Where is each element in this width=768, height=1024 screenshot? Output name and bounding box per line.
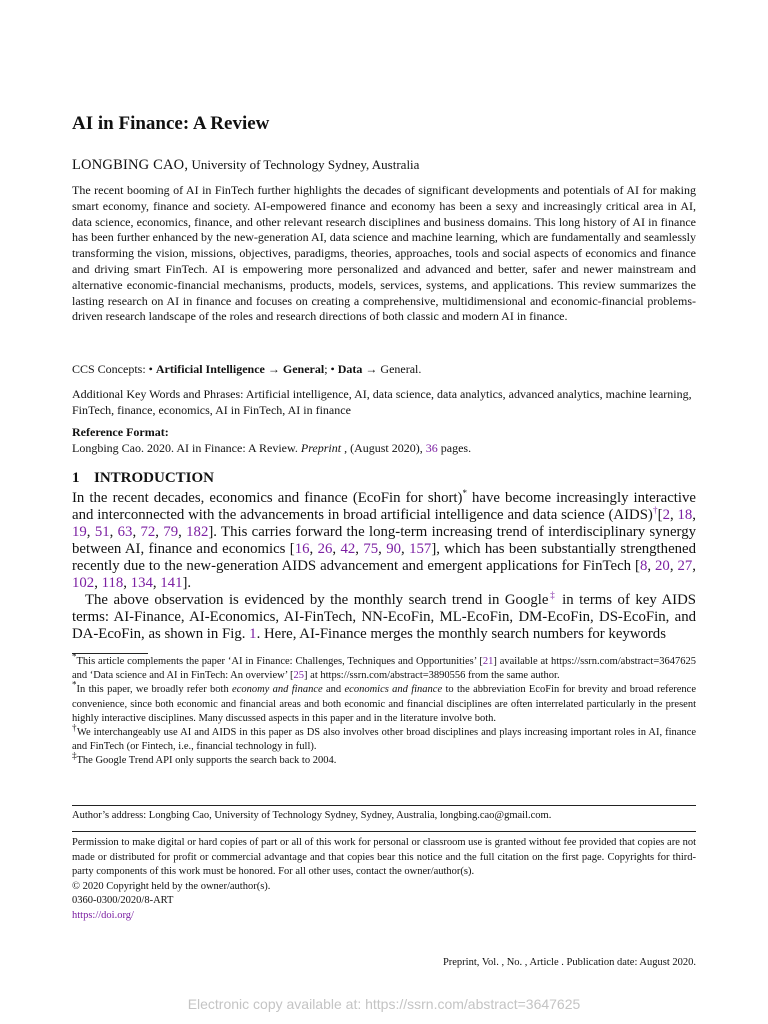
ccs-concepts: [72, 362, 421, 377]
citation-link[interactable]: 8: [639, 558, 648, 574]
fn1-text-2: ] available at https://ssrn.com/abstract=3647625 and ‘Data science and AI in FinTech: An overview’ [: [72, 656, 696, 682]
doi-link[interactable]: https://doi.org/: [72, 909, 134, 921]
citation-link[interactable]: 20: [655, 558, 670, 574]
ccs-concept-data: Data: [337, 362, 363, 376]
reference-text-mid: , (August 2020),: [341, 441, 426, 455]
fn2-text-2: and: [322, 684, 345, 696]
ccs-concept-ai: Artificial Intelligence → General: [155, 362, 325, 376]
permission-rule: [72, 831, 696, 832]
p2-text-1: The above observation is evidenced by the monthly search trend in Google: [85, 592, 549, 608]
citation-link[interactable]: 2: [662, 507, 670, 523]
footnote-marker-ddagger[interactable]: ‡: [548, 590, 557, 601]
citation-link[interactable]: 63: [117, 524, 133, 540]
citation-link[interactable]: 26: [317, 541, 333, 557]
reference-format-text: [72, 441, 471, 456]
citation-link[interactable]: 42: [340, 541, 356, 557]
fn1-text-1: This article complements the paper ‘AI in Finance: Challenges, Techniques and Opportunities’ [: [76, 656, 483, 667]
issn-line: 0360-0300/2020/8-ART: [72, 895, 174, 907]
permission-text: Permission to make digital or hard copies of part or all of this work for personal or classroom use is granted without fee provided that copies are not made or distributed for profit or commercial advantage and that copies bear this notice and the full citation on the first page. Copyrights for third-party components of this work must be honored. For all other uses, contact the owner/author(s).: [72, 837, 696, 878]
fn1-text-3: ] at https://ssrn.com/abstract=3890556 from the same author.: [304, 670, 560, 682]
citation-link[interactable]: 75: [363, 541, 379, 557]
citation-link[interactable]: 27: [677, 558, 693, 574]
fn2-text-1: In this paper, we broadly refer both: [76, 684, 233, 696]
intro-paragraph-2: [72, 592, 696, 643]
footnote-marker-dagger[interactable]: †: [652, 505, 658, 516]
citation-link[interactable]: 157: [409, 541, 432, 557]
keywords: Additional Key Words and Phrases: Artificial intelligence, AI, data science, data analytics, advanced analytics, machine learning, FinTech, finance, economics, AI in FinTech, AI in finance: [72, 387, 692, 417]
citation-link[interactable]: 51: [94, 524, 110, 540]
reference-text-post: pages.: [437, 441, 472, 455]
reference-text-pre: Longbing Cao. 2020. AI in Finance: A Review.: [72, 441, 301, 455]
author-address: Author’s address: Longbing Cao, University of Technology Sydney, Sydney, Australia, longbing.cao@gmail.com.: [72, 810, 552, 821]
address-rule: [72, 805, 696, 806]
section-number: 1: [72, 470, 80, 486]
fn4-text: The Google Trend API only supports the search back to 2004.: [76, 755, 337, 767]
section-heading: [72, 470, 214, 487]
fn1-mark: *: [72, 651, 77, 662]
fn2-italic-1: economy and finance: [232, 684, 323, 696]
abstract: The recent booming of AI in FinTech further highlights the decades of significant developments and potentials of AI for making smart economy, finance and society. AI-empowered finance and economy has been a sexy and increasingly critical area in AI, data science, economics, finance, and other relevant research disciplines and business domains. This long history of AI in finance has been further enhanced by the new-generation AI, data science and machine learning, which are fundamentally and seamlessly transforming the vision, missions, objectives, paradigms, theories, approaches, tools and social aspects of economics and finance and driving smart FinTech. AI is empowering more personalized and advanced and better, safer and newer mainstream and alternative economic-financial mechanisms, products, models, services, systems, and applications. This review summarizes the lasting research on AI in finance and focuses on creating a comprehensive, multidimensional and economic-financial problems-driven research landscape of the roles and research directions of both classic and modern AI in finance.: [72, 183, 696, 324]
citation-link[interactable]: 102: [72, 575, 95, 591]
p1-text-6: ].: [182, 575, 192, 591]
ccs-separator: ; •: [324, 362, 338, 376]
citation-link[interactable]: 141: [160, 575, 183, 591]
ccs-concept-data-rest: → General.: [362, 362, 422, 376]
footnote-4: [72, 750, 696, 768]
author-line: [72, 157, 419, 174]
footnotes: [72, 651, 697, 769]
reference-format-heading: Reference Format:: [72, 425, 169, 439]
ccs-prefix: CCS Concepts: •: [72, 362, 156, 376]
citation-group-c: 8, 20, 27, 102, 118, 134, 141: [72, 558, 696, 591]
p1-text-5: ], which has been substantially strengthened recently due to the new-generation AIDS advancement and emergent applications for FinTech [: [72, 541, 696, 574]
section-title: INTRODUCTION: [94, 470, 215, 486]
citation-link[interactable]: 79: [163, 524, 179, 540]
p1-text-2: have become increasingly interactive and interconnected with the advancements in broad artificial intelligence and data science (AIDS): [72, 490, 696, 523]
fn1-cite-21[interactable]: 21: [482, 656, 494, 667]
citation-link[interactable]: 18: [677, 507, 693, 523]
reference-venue: Preprint: [300, 441, 342, 455]
ssrn-watermark: Electronic copy available at: https://ssrn.com/abstract=3647625: [187, 996, 581, 1012]
fn3-mark: †: [72, 722, 77, 733]
fn2-text-3: to the abbreviation EcoFin for brevity and broad reference convenience, since both economic and financial areas and both economic and financial disciplines are often interrelated particularly in the present highly interactive disciplines. Many discussed aspects in this paper and in the literature involve both.: [72, 684, 696, 724]
publication-info: Preprint, Vol. , No. , Article . Publication date: August 2020.: [442, 957, 696, 968]
p2-text-3: . Here, AI-Finance merges the monthly search numbers for keywords: [256, 626, 666, 642]
fn4-mark: ‡: [72, 750, 77, 761]
fn2-italic-2: economics and finance: [344, 684, 443, 696]
copyright-line: © 2020 Copyright held by the owner/author(s).: [72, 880, 271, 892]
citation-link[interactable]: 16: [294, 541, 310, 557]
citation-link[interactable]: 19: [72, 524, 87, 540]
fn2-mark: *: [72, 679, 77, 690]
footnote-marker-star: *: [462, 488, 467, 499]
p2-text-2: in terms of key AIDS terms: AI-Finance, AI-Economics, AI-FinTech, NN-EcoFin, ML-EcoFin, DM-EcoFin, DS-EcoFin, and DA-EcoFin, as shown in Fig.: [72, 592, 696, 642]
p1-text-1: In the recent decades, economics and finance (EcoFin for short): [72, 490, 463, 506]
citation-link[interactable]: 72: [140, 524, 156, 540]
author-affiliation: University of Technology Sydney, Australia: [188, 157, 420, 172]
footnote-1: [72, 651, 696, 683]
p1-text-3: [: [657, 507, 663, 523]
citation-link[interactable]: 118: [101, 575, 124, 591]
footnote-3: [72, 722, 697, 754]
intro-paragraph-1: [72, 490, 696, 592]
fn3-text: We interchangeably use AI and AIDS in this paper as DS also involves other broad disciplines and plays increasing important roles in AI, finance and FinTech (or Fintech, i.e., financial technology in full).: [72, 727, 697, 753]
fn1-cite-25[interactable]: 25: [293, 670, 305, 682]
citation-group-b: 16, 26, 42, 75, 90, 157: [294, 541, 432, 557]
author-name: LONGBING CAO,: [72, 157, 189, 173]
citation-link[interactable]: 182: [186, 524, 209, 540]
body-text: [72, 490, 696, 643]
reference-pages-link[interactable]: 36: [425, 441, 438, 455]
footnote-rule: [72, 653, 148, 654]
footnote-2: [72, 679, 696, 726]
citation-group-a: 2, 18, 19, 51, 63, 72, 79, 182: [72, 507, 696, 540]
paper-title: AI in Finance: A Review: [72, 113, 270, 134]
p1-text-4: ]. This carries forward the long-term increasing trend of interdisciplinary synergy between AI, finance and economics [: [72, 524, 697, 557]
figure-1-link[interactable]: 1: [249, 626, 257, 642]
citation-link[interactable]: 134: [130, 575, 153, 591]
citation-link[interactable]: 90: [386, 541, 402, 557]
permission-block: [72, 836, 696, 924]
